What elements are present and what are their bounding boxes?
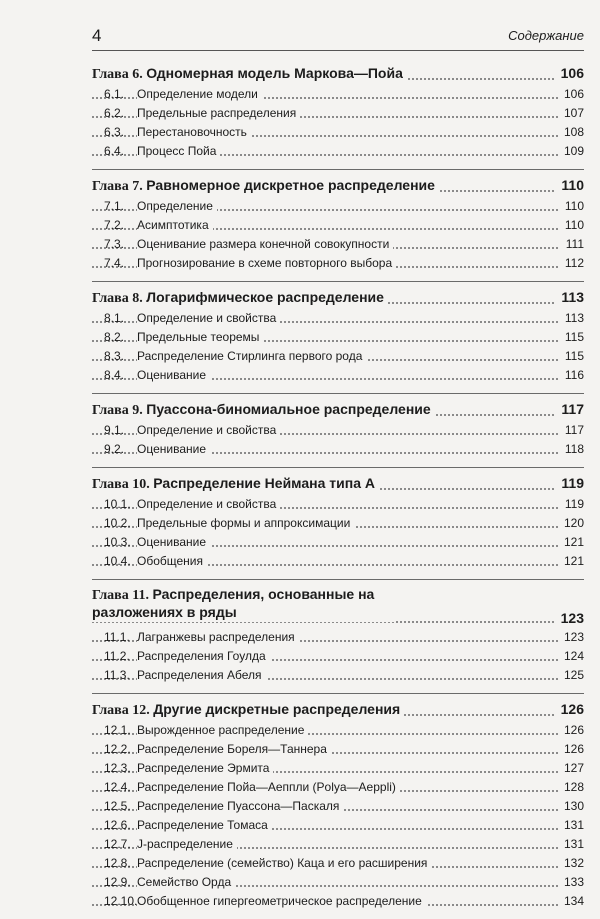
section-number: 11.2. xyxy=(104,649,130,663)
section-page-number: 130 xyxy=(563,799,584,813)
section-title: Распределение (семейство) Каца и его расширения xyxy=(137,856,431,870)
chapter-title: Одномерная модель Маркова—Пойа xyxy=(146,65,403,81)
table-of-contents xyxy=(92,62,584,919)
section-title: Оценивание xyxy=(137,535,210,549)
chapter-block xyxy=(92,467,584,571)
section-page-number: 125 xyxy=(563,668,584,682)
toc-entry[interactable] xyxy=(92,835,584,854)
section-title: Перестановочность xyxy=(137,125,251,139)
section-number: 12.10. xyxy=(104,894,138,908)
chapter-heading[interactable] xyxy=(92,584,584,628)
chapter-number: Глава 12. xyxy=(92,703,150,718)
section-title: Оценивание размера конечной совокупности xyxy=(137,237,393,251)
toc-entry[interactable] xyxy=(92,197,584,216)
toc-entry[interactable] xyxy=(92,514,584,533)
section-title: Распределение Пуассона—Паскаля xyxy=(137,799,343,813)
section-number: 12.7. xyxy=(104,837,131,851)
section-number: 8.1. xyxy=(104,311,125,325)
section-title: Вырожденное распределение xyxy=(137,723,308,737)
section-title: Распределение Томаса xyxy=(137,818,272,832)
toc-entry[interactable] xyxy=(92,552,584,571)
chapter-page-number: 106 xyxy=(560,65,584,81)
section-title: Распределения Гоулда xyxy=(137,649,270,663)
section-page-number: 132 xyxy=(563,856,584,870)
section-title: Определение модели xyxy=(137,87,262,101)
section-number: 9.1. xyxy=(104,423,125,437)
section-page-number: 107 xyxy=(563,106,584,120)
section-title: Распределение Стирлинга первого рода xyxy=(137,349,366,363)
section-title: Распределение Пойа—Аеппли (Polya—Aeppli) xyxy=(137,780,400,794)
section-title: Предельные теоремы xyxy=(137,330,263,344)
page-number: 4 xyxy=(92,26,102,45)
chapter-block xyxy=(92,393,584,459)
section-page-number: 112 xyxy=(564,256,584,270)
section-page-number: 115 xyxy=(564,330,584,344)
chapter-page-number: 123 xyxy=(560,610,584,626)
section-number: 12.4. xyxy=(104,780,131,794)
toc-entry[interactable] xyxy=(92,254,584,273)
section-page-number: 131 xyxy=(563,837,584,851)
toc-entry[interactable] xyxy=(92,721,584,740)
section-number: 6.3. xyxy=(104,125,125,139)
toc-entry[interactable] xyxy=(92,104,584,123)
toc-entry[interactable] xyxy=(92,892,584,911)
section-number: 12.9. xyxy=(104,875,131,889)
toc-entry[interactable] xyxy=(92,328,584,347)
chapter-heading[interactable] xyxy=(92,286,584,309)
chapter-page-number: 126 xyxy=(560,701,584,717)
section-title: Предельные распределения xyxy=(137,106,300,120)
chapter-heading[interactable] xyxy=(92,472,584,495)
section-number: 10.1. xyxy=(104,497,131,511)
section-page-number: 134 xyxy=(563,894,584,908)
section-title: Предельные формы и аппроксимации xyxy=(137,516,354,530)
chapter-number: Глава 9. xyxy=(92,403,143,418)
section-title: Асимптотика xyxy=(137,218,213,232)
toc-entry[interactable] xyxy=(92,495,584,514)
section-title: Обобщенное гипергеометрическое распределение xyxy=(137,894,426,908)
chapter-label xyxy=(92,701,404,719)
chapter-block xyxy=(92,169,584,273)
section-page-number: 111 xyxy=(565,237,584,251)
toc-entry[interactable] xyxy=(92,235,584,254)
toc-entry[interactable] xyxy=(92,123,584,142)
section-number: 12.3. xyxy=(104,761,131,775)
chapter-page-number: 110 xyxy=(561,177,584,193)
chapter-title: Пуассона-биномиальное распределение xyxy=(146,401,431,417)
section-title: Прогнозирование в схеме повторного выбора xyxy=(137,256,396,270)
chapter-number: Глава 6. xyxy=(92,67,143,82)
section-page-number: 131 xyxy=(563,818,584,832)
section-page-number: 121 xyxy=(563,535,584,549)
section-title: Процесс Пойа xyxy=(137,144,220,158)
chapter-number: Глава 8. xyxy=(92,291,143,306)
chapter-heading[interactable] xyxy=(92,398,584,421)
toc-entry[interactable] xyxy=(92,854,584,873)
toc-entry[interactable] xyxy=(92,440,584,459)
chapter-number: Глава 7. xyxy=(92,179,143,194)
toc-entry[interactable] xyxy=(92,740,584,759)
section-page-number: 110 xyxy=(564,199,584,213)
section-title: Распределения Абеля xyxy=(137,668,266,682)
toc-entry[interactable] xyxy=(92,216,584,235)
chapter-number: Глава 10. xyxy=(92,477,150,492)
chapter-block xyxy=(92,693,584,911)
section-number: 7.3. xyxy=(104,237,125,251)
chapter-heading[interactable] xyxy=(92,62,584,85)
running-title: Содержание xyxy=(508,28,584,43)
section-title: Семейство Орда xyxy=(137,875,235,889)
toc-entry[interactable] xyxy=(92,666,584,685)
section-title: Определение и свойства xyxy=(137,497,280,511)
section-number: 12.8. xyxy=(104,856,131,870)
section-title: Обобщения xyxy=(137,554,207,568)
section-page-number: 123 xyxy=(563,630,584,644)
toc-entry[interactable] xyxy=(92,816,584,835)
chapter-label xyxy=(92,65,407,83)
section-number: 6.2. xyxy=(104,106,125,120)
chapter-page-number: 119 xyxy=(561,475,584,491)
section-number: 9.2. xyxy=(104,442,125,456)
section-title: Лагранжевы распределения xyxy=(137,630,299,644)
section-number: 12.5. xyxy=(104,799,131,813)
section-page-number: 121 xyxy=(563,554,584,568)
chapter-title: Распределение Неймана типа А xyxy=(153,475,375,491)
chapter-block xyxy=(92,62,584,161)
toc-entry[interactable] xyxy=(92,421,584,440)
section-title: Определение и свойства xyxy=(137,423,280,437)
section-page-number: 127 xyxy=(563,761,584,775)
section-number: 12.6. xyxy=(104,818,131,832)
section-page-number: 118 xyxy=(564,442,584,456)
section-title: Оценивание xyxy=(137,442,210,456)
section-number: 12.2. xyxy=(104,742,131,756)
section-number: 10.2. xyxy=(104,516,131,530)
section-page-number: 115 xyxy=(564,349,584,363)
toc-entry[interactable] xyxy=(92,309,584,328)
section-page-number: 110 xyxy=(564,218,584,232)
toc-entry[interactable] xyxy=(92,759,584,778)
section-number: 10.4. xyxy=(104,554,131,568)
section-title: Оценивание xyxy=(137,368,210,382)
section-page-number: 124 xyxy=(563,649,584,663)
toc-entry[interactable] xyxy=(92,142,584,161)
toc-entry[interactable] xyxy=(92,347,584,366)
chapter-label xyxy=(92,586,396,622)
chapter-label xyxy=(92,475,379,493)
section-title: Распределение Эрмита xyxy=(137,761,273,775)
chapter-label xyxy=(92,177,439,195)
section-number: 12.1. xyxy=(104,723,131,737)
chapter-title: Равномерное дискретное распределение xyxy=(146,177,435,193)
toc-entry[interactable] xyxy=(92,533,584,552)
section-number: 6.1. xyxy=(104,87,125,101)
section-page-number: 116 xyxy=(564,368,584,382)
section-page-number: 128 xyxy=(563,780,584,794)
chapter-title: Распределения, основанные на разложениях в ряды xyxy=(92,586,375,620)
section-title: Определение и свойства xyxy=(137,311,280,325)
section-number: 8.2. xyxy=(104,330,125,344)
toc-entry[interactable] xyxy=(92,628,584,647)
section-title: J-распределение xyxy=(137,837,237,851)
chapter-block xyxy=(92,579,584,685)
section-number: 7.4. xyxy=(104,256,125,270)
section-number: 6.4. xyxy=(104,144,125,158)
section-number: 8.4. xyxy=(104,368,125,382)
section-number: 11.3. xyxy=(104,668,130,682)
chapter-block xyxy=(92,281,584,385)
chapter-label xyxy=(92,401,435,419)
section-number: 11.1. xyxy=(104,630,130,644)
section-number: 7.2. xyxy=(104,218,125,232)
chapter-page-number: 117 xyxy=(561,401,584,417)
chapter-label xyxy=(92,289,388,307)
chapter-title: Логарифмическое распределение xyxy=(146,289,384,305)
toc-entry[interactable] xyxy=(92,366,584,385)
chapter-page-number: 113 xyxy=(561,289,584,305)
section-page-number: 119 xyxy=(564,497,584,511)
section-page-number: 108 xyxy=(563,125,584,139)
section-page-number: 133 xyxy=(563,875,584,889)
section-page-number: 126 xyxy=(563,742,584,756)
chapter-heading[interactable] xyxy=(92,698,584,721)
toc-entry[interactable] xyxy=(92,647,584,666)
section-page-number: 126 xyxy=(563,723,584,737)
section-page-number: 109 xyxy=(563,144,584,158)
chapter-heading[interactable] xyxy=(92,174,584,197)
toc-entry[interactable] xyxy=(92,778,584,797)
toc-entry[interactable] xyxy=(92,797,584,816)
page-header xyxy=(92,24,584,51)
section-page-number: 120 xyxy=(563,516,584,530)
chapter-title: Другие дискретные распределения xyxy=(153,701,401,717)
section-page-number: 113 xyxy=(564,311,584,325)
section-title: Распределение Бореля—Таннера xyxy=(137,742,331,756)
chapter-number: Глава 11. xyxy=(92,588,149,603)
section-number: 8.3. xyxy=(104,349,125,363)
section-number: 10.3. xyxy=(104,535,131,549)
section-page-number: 106 xyxy=(563,87,584,101)
section-page-number: 117 xyxy=(564,423,584,437)
section-number: 7.1. xyxy=(104,199,125,213)
toc-entry[interactable] xyxy=(92,85,584,104)
section-title: Определение xyxy=(137,199,217,213)
